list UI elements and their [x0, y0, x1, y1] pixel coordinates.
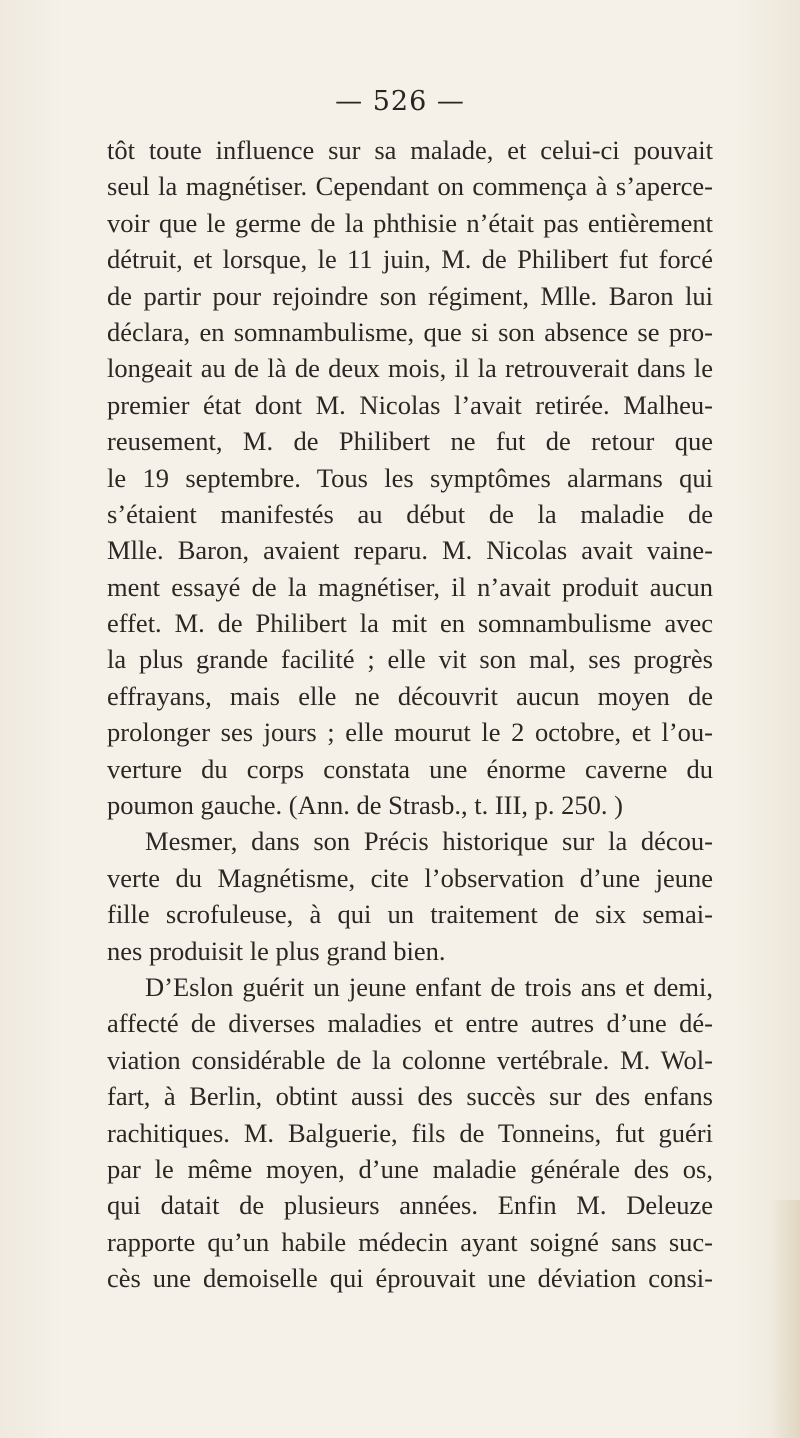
- text-line: cès une demoiselle qui éprouvait une déviation consi-: [107, 1263, 713, 1294]
- text-line: rapporte qu’un habile médecin ayant soigné sans suc-: [107, 1226, 713, 1257]
- page-edge-shadow: [770, 1200, 800, 1438]
- text-line: reusement, M. de Philibert ne fut de retour que: [107, 426, 713, 457]
- text-line: Mlle. Baron, avaient reparu. M. Nicolas avait vaine-: [107, 535, 713, 566]
- text-line: fille scrofuleuse, à qui un traitement de six semai-: [107, 899, 713, 930]
- text-line: verture du corps constata une énorme caverne du: [107, 753, 713, 784]
- text-line: fart, à Berlin, obtint aussi des succès sur des enfans: [107, 1081, 713, 1112]
- text-line: voir que le germe de la phthisie n’était pas entièrement: [107, 207, 713, 238]
- body-text: [107, 132, 713, 1297]
- text-line: D’Eslon guérit un jeune enfant de trois ans et demi,: [145, 971, 713, 1002]
- page-number-header: — 526 —: [335, 86, 465, 117]
- text-line: poumon gauche. (Ann. de Strasb., t. III, p. 250. ): [107, 790, 623, 821]
- text-line: seul la magnétiser. Cependant on commença à s’aperce-: [107, 171, 713, 202]
- text-line: la plus grande facilité ; elle vit son mal, ses progrès: [107, 644, 713, 675]
- text-line: effrayans, mais elle ne découvrit aucun moyen de: [107, 680, 713, 711]
- text-line: rachitiques. M. Balguerie, fils de Tonneins, fut guéri: [107, 1117, 713, 1148]
- text-line: prolonger ses jours ; elle mourut le 2 octobre, et l’ou-: [107, 717, 713, 748]
- text-line: ment essayé de la magnétiser, il n’avait produit aucun: [107, 571, 713, 602]
- text-line: Mesmer, dans son Précis historique sur la décou-: [145, 826, 713, 857]
- text-line: tôt toute influence sur sa malade, et celui-ci pouvait: [107, 135, 713, 165]
- text-line: viation considérable de la colonne vertébrale. M. Wol-: [107, 1044, 713, 1075]
- text-line: déclara, en somnambulisme, que si son absence se pro-: [107, 316, 713, 347]
- text-line: longeait au de là de deux mois, il la retrouverait dans le: [107, 353, 713, 384]
- text-line: effet. M. de Philibert la mit en somnambulisme avec: [107, 608, 713, 639]
- text-line: affecté de diverses maladies et entre autres d’une dé-: [107, 1008, 713, 1039]
- text-line: le 19 septembre. Tous les symptômes alarmans qui: [107, 462, 713, 493]
- text-line: de partir pour rejoindre son régiment, Mlle. Baron lui: [107, 280, 713, 311]
- text-line: premier état dont M. Nicolas l’avait retirée. Malheu-: [107, 389, 713, 420]
- text-line: nes produisit le plus grand bien.: [107, 935, 446, 966]
- text-line: détruit, et lorsque, le 11 juin, M. de Philibert fut forcé: [107, 244, 713, 275]
- text-line: s’étaient manifestés au début de la maladie de: [107, 498, 713, 529]
- text-line: verte du Magnétisme, cite l’observation d’une jeune: [107, 862, 713, 893]
- text-line: qui datait de plusieurs années. Enfin M. Deleuze: [107, 1190, 713, 1221]
- text-line: par le même moyen, d’une maladie générale des os,: [107, 1153, 713, 1184]
